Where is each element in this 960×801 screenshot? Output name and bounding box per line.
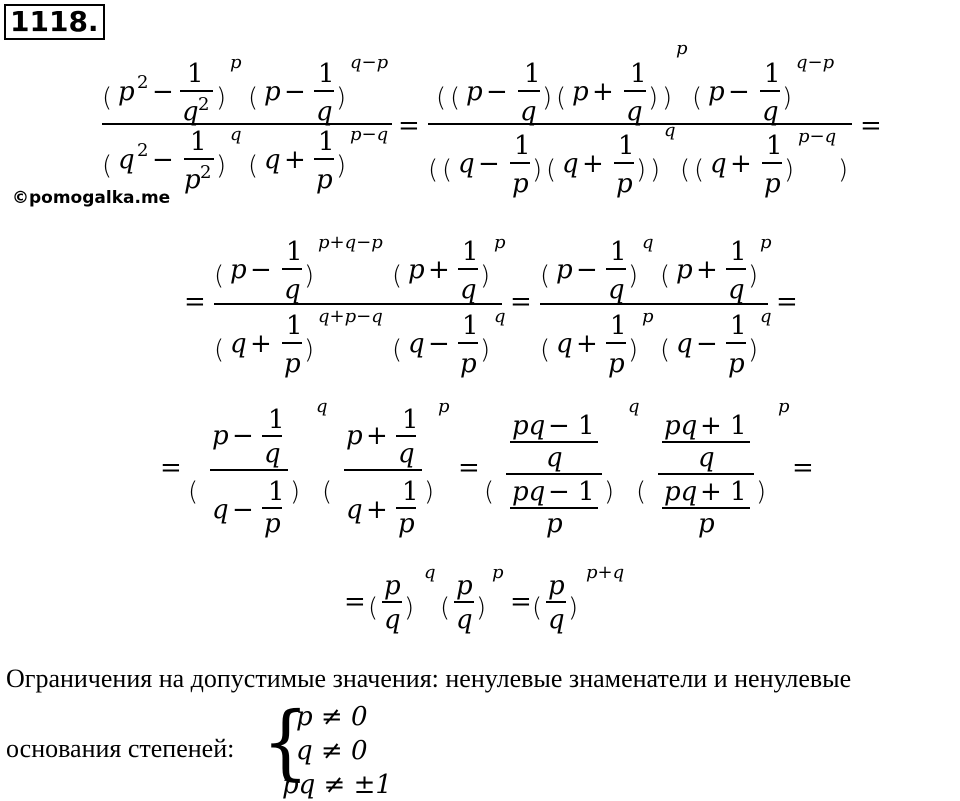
svg-text:q: q <box>562 149 579 179</box>
svg-text:(: ( <box>248 151 259 181</box>
svg-text:p: p <box>284 349 301 379</box>
svg-text:p: p <box>676 38 688 59</box>
svg-text:−: − <box>250 255 272 285</box>
svg-text:−: − <box>486 77 508 107</box>
svg-text:q: q <box>520 97 537 127</box>
svg-text:p: p <box>608 349 625 379</box>
svg-text:(: ( <box>636 477 647 507</box>
svg-text:q: q <box>762 97 779 127</box>
svg-text:p+q: p+q <box>586 562 625 583</box>
svg-text:1: 1 <box>318 127 335 157</box>
svg-text:pq: pq <box>664 411 698 441</box>
svg-text:+: + <box>284 145 306 175</box>
svg-text:=: = <box>344 587 366 617</box>
svg-text:1: 1 <box>630 59 647 89</box>
svg-text:(: ( <box>188 477 199 507</box>
svg-text:p: p <box>264 509 281 539</box>
svg-text:q: q <box>628 396 640 417</box>
svg-text:): ) <box>336 83 347 113</box>
svg-text:p−q: p−q <box>798 126 837 147</box>
svg-text:p−q: p−q <box>350 124 389 145</box>
svg-text:(: ( <box>428 155 439 185</box>
svg-text:): ) <box>304 335 315 365</box>
svg-text:=: = <box>776 287 798 317</box>
svg-text:p: p <box>230 255 247 285</box>
svg-text:p: p <box>548 571 565 601</box>
svg-text:p: p <box>778 396 790 417</box>
svg-text:q: q <box>760 306 772 327</box>
svg-text:): ) <box>424 477 435 507</box>
svg-text:p: p <box>494 232 506 253</box>
svg-text:(: ( <box>440 593 451 623</box>
svg-text:q: q <box>408 329 425 359</box>
svg-text:−: − <box>152 77 174 107</box>
svg-text:): ) <box>216 83 227 113</box>
svg-text:(: ( <box>546 155 557 185</box>
svg-text:p: p <box>346 421 363 451</box>
svg-text:): ) <box>636 155 647 185</box>
svg-text:−: − <box>428 329 450 359</box>
svg-text:1: 1 <box>268 477 285 507</box>
svg-text:1: 1 <box>578 411 595 441</box>
svg-text:1: 1 <box>286 237 303 267</box>
svg-text:p: p <box>512 169 529 199</box>
svg-text:p: p <box>546 509 563 539</box>
svg-text:p: p <box>708 77 725 107</box>
svg-text:pq: pq <box>664 477 698 507</box>
svg-text:q: q <box>346 495 363 525</box>
svg-text:=: = <box>860 111 882 141</box>
svg-text:1: 1 <box>187 59 204 89</box>
svg-text:p: p <box>398 509 415 539</box>
svg-text:q: q <box>424 562 436 583</box>
svg-text:+: + <box>730 149 752 179</box>
watermark: ©pomogalka.me <box>12 188 171 208</box>
svg-text:−: − <box>284 77 306 107</box>
svg-text:(: ( <box>540 261 551 291</box>
svg-text:p: p <box>572 77 589 107</box>
svg-text:(: ( <box>322 477 333 507</box>
svg-text:(: ( <box>540 335 551 365</box>
system-brace: { <box>262 694 310 790</box>
svg-text:2: 2 <box>198 94 210 115</box>
svg-text:1: 1 <box>610 237 627 267</box>
svg-text:1: 1 <box>286 311 303 341</box>
svg-text:−: − <box>576 255 598 285</box>
svg-text:): ) <box>480 335 491 365</box>
svg-text:): ) <box>304 261 315 291</box>
svg-text:p+q−p: p+q−p <box>318 232 383 253</box>
svg-text:): ) <box>748 261 759 291</box>
svg-text:q−p: q−p <box>350 52 389 73</box>
svg-text:1: 1 <box>402 477 419 507</box>
svg-text:2: 2 <box>137 140 149 161</box>
svg-text:q: q <box>460 275 477 305</box>
svg-text:q: q <box>456 605 473 635</box>
svg-text:1: 1 <box>730 311 747 341</box>
svg-text:): ) <box>648 83 659 113</box>
svg-text:pq: pq <box>512 477 546 507</box>
svg-text:): ) <box>542 83 553 113</box>
svg-text:(: ( <box>248 83 259 113</box>
svg-text:p: p <box>466 77 483 107</box>
svg-text:−: − <box>696 329 718 359</box>
svg-text:p: p <box>316 165 333 195</box>
svg-text:+: + <box>582 149 604 179</box>
svg-text:1: 1 <box>730 411 747 441</box>
svg-text:): ) <box>838 155 849 185</box>
svg-text:q: q <box>676 329 693 359</box>
svg-text:): ) <box>784 155 795 185</box>
svg-text:2: 2 <box>200 162 212 183</box>
svg-text:p: p <box>184 165 201 195</box>
svg-text:q: q <box>710 149 727 179</box>
svg-text:p: p <box>676 255 693 285</box>
svg-text:−: − <box>152 145 174 175</box>
svg-text:(: ( <box>442 155 453 185</box>
svg-text:1: 1 <box>462 311 479 341</box>
svg-text:1: 1 <box>190 127 207 157</box>
svg-text:q: q <box>230 124 242 145</box>
svg-text:=: = <box>458 453 480 483</box>
svg-text:+: + <box>576 329 598 359</box>
svg-text:+: + <box>700 477 722 507</box>
svg-text:): ) <box>650 155 661 185</box>
svg-text:p: p <box>642 306 654 327</box>
svg-text:(: ( <box>556 83 567 113</box>
svg-text:): ) <box>476 593 487 623</box>
svg-text:1: 1 <box>462 237 479 267</box>
svg-text:−: − <box>478 149 500 179</box>
restrictions-text-continued: основания степеней: <box>6 734 235 763</box>
svg-text:1: 1 <box>610 311 627 341</box>
svg-text:p: p <box>384 571 401 601</box>
line3-group-b <box>484 396 790 539</box>
svg-text:−: − <box>232 495 254 525</box>
svg-text:(: ( <box>392 261 403 291</box>
svg-text:q: q <box>264 145 281 175</box>
svg-text:): ) <box>662 83 673 113</box>
svg-text:p: p <box>760 232 772 253</box>
svg-text:): ) <box>216 151 227 181</box>
svg-text:p: p <box>460 349 477 379</box>
svg-text:): ) <box>532 155 543 185</box>
svg-text:q: q <box>230 329 247 359</box>
svg-text:(: ( <box>692 83 703 113</box>
svg-text:q: q <box>546 443 563 473</box>
line2-fraction-a <box>214 232 506 379</box>
svg-text:q: q <box>608 275 625 305</box>
svg-text:=: = <box>510 287 532 317</box>
problem-number: 1118. <box>4 4 105 40</box>
svg-text:p: p <box>230 52 242 73</box>
condition-pq-not-pm-one: pq ≠ ±1 <box>282 770 392 800</box>
svg-text:q−p: q−p <box>796 52 835 73</box>
svg-text:(: ( <box>680 155 691 185</box>
svg-text:pq: pq <box>512 411 546 441</box>
svg-text:+: + <box>250 329 272 359</box>
svg-text:q: q <box>264 439 281 469</box>
svg-text:p: p <box>408 255 425 285</box>
svg-text:): ) <box>628 261 639 291</box>
svg-text:1: 1 <box>730 237 747 267</box>
svg-text:(: ( <box>694 155 705 185</box>
svg-text:q: q <box>182 97 199 127</box>
svg-text:q: q <box>642 232 654 253</box>
svg-text:1: 1 <box>730 477 747 507</box>
svg-text:p: p <box>556 255 573 285</box>
svg-text:−: − <box>728 77 750 107</box>
svg-text:+: + <box>366 421 388 451</box>
svg-text:p: p <box>764 169 781 199</box>
svg-text:q: q <box>384 605 401 635</box>
svg-text:p: p <box>212 421 229 451</box>
svg-text:p: p <box>438 396 450 417</box>
svg-text:q: q <box>458 149 475 179</box>
svg-text:(: ( <box>436 83 447 113</box>
svg-text:1: 1 <box>766 131 783 161</box>
svg-text:1: 1 <box>764 59 781 89</box>
svg-text:q: q <box>118 145 135 175</box>
svg-text:): ) <box>782 83 793 113</box>
line3-group-a <box>188 396 450 539</box>
line4-result <box>344 562 624 635</box>
svg-text:(: ( <box>392 335 403 365</box>
svg-text:(: ( <box>102 83 113 113</box>
svg-text:1: 1 <box>514 131 531 161</box>
condition-q-nonzero: q ≠ 0 <box>296 736 368 766</box>
svg-text:q: q <box>316 396 328 417</box>
equals-sign: = <box>398 111 420 141</box>
svg-text:q: q <box>284 275 301 305</box>
restrictions-text: Ограничения на допустимые значения: ненулевые знаменатели и ненулевые <box>6 664 852 693</box>
svg-text:−: − <box>548 411 570 441</box>
svg-text:p: p <box>698 509 715 539</box>
svg-text:+: + <box>366 495 388 525</box>
svg-text:1: 1 <box>268 405 285 435</box>
svg-text:q: q <box>664 120 676 141</box>
svg-text:+: + <box>696 255 718 285</box>
svg-text:): ) <box>628 335 639 365</box>
svg-text:−: − <box>548 477 570 507</box>
svg-text:+: + <box>592 77 614 107</box>
svg-text:1: 1 <box>578 477 595 507</box>
svg-text:(: ( <box>660 335 671 365</box>
svg-text:=: = <box>792 453 814 483</box>
svg-text:p: p <box>616 169 633 199</box>
svg-text:): ) <box>748 335 759 365</box>
svg-text:(: ( <box>660 261 671 291</box>
svg-text:=: = <box>160 453 182 483</box>
svg-text:q+p−q: q+p−q <box>318 306 383 327</box>
svg-text:p: p <box>118 77 135 107</box>
svg-text:(: ( <box>532 593 543 623</box>
svg-text:(: ( <box>450 83 461 113</box>
condition-p-nonzero: p ≠ 0 <box>296 702 368 732</box>
svg-text:q: q <box>698 443 715 473</box>
svg-text:): ) <box>480 261 491 291</box>
svg-text:+: + <box>428 255 450 285</box>
svg-text:p: p <box>456 571 473 601</box>
svg-text:p: p <box>492 562 504 583</box>
svg-text:2: 2 <box>137 72 149 93</box>
svg-text:+: + <box>700 411 722 441</box>
svg-text:q: q <box>556 329 573 359</box>
line2-fraction-b <box>540 232 772 379</box>
svg-text:−: − <box>232 421 254 451</box>
svg-text:): ) <box>290 477 301 507</box>
svg-text:1: 1 <box>618 131 635 161</box>
svg-text:(: ( <box>214 261 225 291</box>
svg-text:(: ( <box>102 151 113 181</box>
svg-text:q: q <box>626 97 643 127</box>
svg-text:q: q <box>494 306 506 327</box>
svg-text:): ) <box>404 593 415 623</box>
svg-text:): ) <box>568 593 579 623</box>
svg-text:): ) <box>756 477 767 507</box>
svg-text:1: 1 <box>318 59 335 89</box>
svg-text:1: 1 <box>402 405 419 435</box>
svg-text:p: p <box>728 349 745 379</box>
svg-text:q: q <box>316 97 333 127</box>
svg-text:q: q <box>398 439 415 469</box>
svg-text:=: = <box>510 587 532 617</box>
svg-text:1: 1 <box>524 59 541 89</box>
svg-text:q: q <box>548 605 565 635</box>
svg-text:q: q <box>728 275 745 305</box>
line1-rhs-fraction <box>428 38 852 199</box>
svg-text:(: ( <box>484 477 495 507</box>
svg-text:): ) <box>604 477 615 507</box>
svg-text:p: p <box>264 77 281 107</box>
svg-text:(: ( <box>368 593 379 623</box>
svg-text:=: = <box>184 287 206 317</box>
line1-lhs-fraction <box>102 52 392 195</box>
svg-text:q: q <box>212 495 229 525</box>
svg-text:(: ( <box>214 335 225 365</box>
svg-text:): ) <box>336 151 347 181</box>
